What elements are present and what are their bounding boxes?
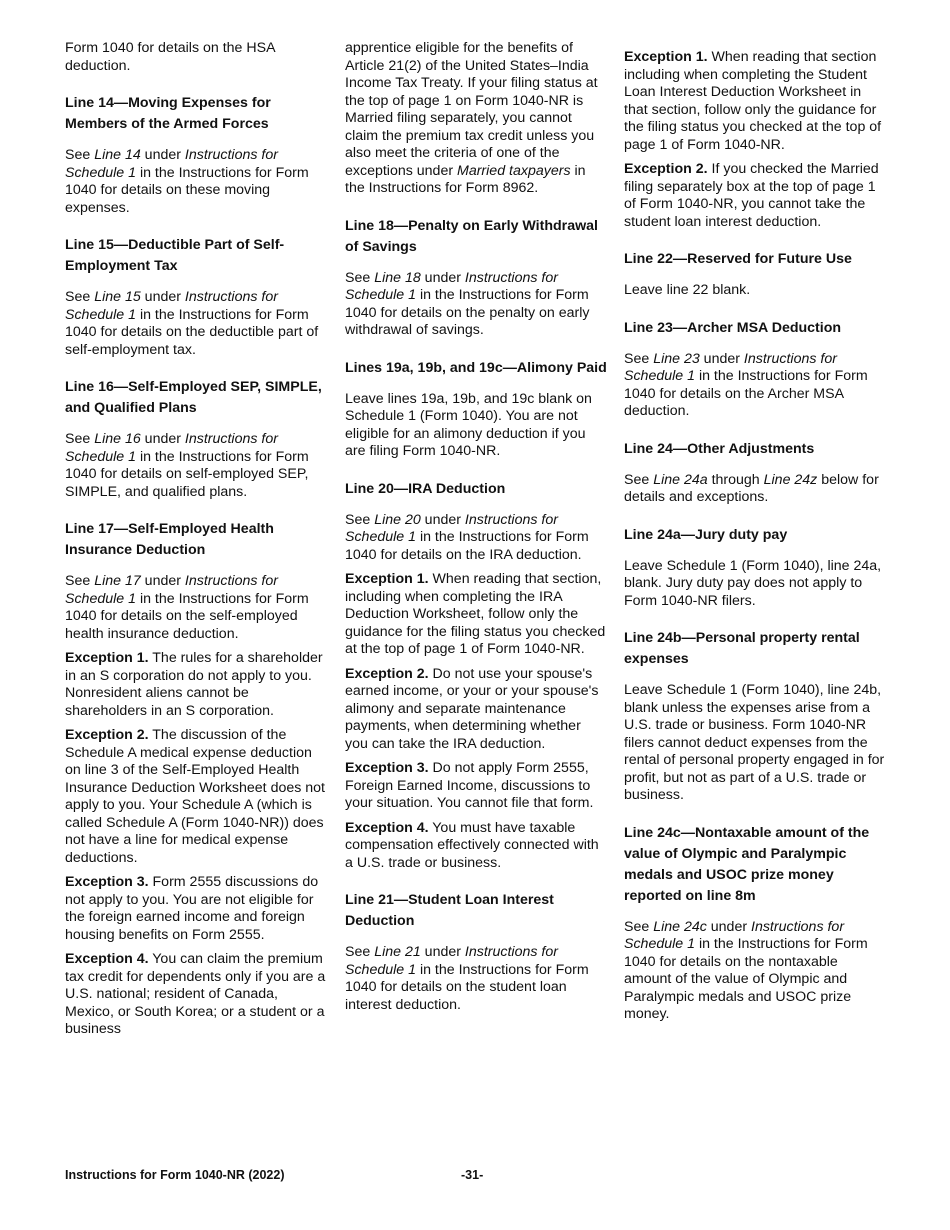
exception-4-line-20: Exception 4. You must have taxable compensation effectively connected with a U.S. trade or business. [345,819,599,871]
exception-1-line-20: Exception 1. When reading that section, including when completing the IRA Deduction Worksheet, follow only the guidance for the filing status you checked at the top of page 1 of Form 1040-NR. [345,571,606,657]
footer-form-title: Instructions for Form 1040-NR (2022) [65,1168,285,1182]
heading-line-21: Line 21—Student Loan Interest Deduction [345,892,554,929]
paragraph-line-23: See Line 23 under Instructions for Schedule 1 in the Instructions for Form 1040 for details on the Archer MSA deduction. [624,350,868,419]
paragraph-line-17: See Line 17 under Instructions for Schedule 1 in the Instructions for Form 1040 for details on the self-employed health insurance deduction. [65,573,309,642]
column-left [65,40,328,1039]
heading-line-23: Line 23—Archer MSA Deduction [624,319,842,336]
exception-2-line-20: Exception 2. Do not use your spouse's earned income, or your or your spouse's alimony and separate maintenance payments, when determining whether you can take the IRA deduction. [345,665,599,752]
exception-3-line-20: Exception 3. Do not apply Form 2555, Foreign Earned Income, discussions to your situation. You cannot file that form. [345,760,594,811]
paragraph-line-24: See Line 24a through Line 24z below for details and exceptions. [624,471,879,505]
heading-line-22: Line 22—Reserved for Future Use [624,251,852,267]
exception-4-line-17: Exception 4. You can claim the premium tax credit for dependents only if you are a U.S. national; resident of Canada, Mexico, or South Korea; or a student or a business [65,951,326,1037]
heading-line-24b: Line 24b—Personal property rental expenses [624,630,860,667]
paragraph-line-24a: Leave Schedule 1 (Form 1040), line 24a, blank. Jury duty pay does not apply to Form 1040-NR filers. [624,557,882,609]
heading-line-16: Line 16—Self-Employed SEP, SIMPLE, and Qualified Plans [65,379,322,416]
heading-line-15: Line 15—Deductible Part of Self-Employment Tax [65,237,285,274]
paragraph-line-16: See Line 16 under Instructions for Schedule 1 in the Instructions for Form 1040 for details on self-employed SEP, SIMPLE, and qualified plans. [65,431,309,500]
exception-4-continuation: apprentice eligible for the benefits of Article 21(2) of the United States–India Income Tax Treaty. If your filing status at the top of page 1 on Form 1040-NR is Married filing separately, you cannot claim the premium tax credit unless you also meet the criteria of one of the exceptions under Married taxpayers in the Instructions for Form 8962. [345,40,598,196]
exception-2-line-21: Exception 2. If you checked the Married filing separately box at the top of page 1 of Form 1040-NR, you cannot take the student loan interest deduction. [624,161,879,230]
paragraph-line-24c: See Line 24c under Instructions for Schedule 1 in the Instructions for Form 1040 for details on the nontaxable amount of the value of Olympic and Paralympic medals and USOC prize money. [624,918,868,1022]
hsa-continuation: Form 1040 for details on the HSA deduction. [65,40,275,74]
heading-line-24a: Line 24a—Jury duty pay [624,526,788,543]
exception-1-line-21: Exception 1. When reading that section including when completing the Student Loan Interest Deduction Worksheet in that section, follow only the guidance for the filing status you checked at the top of page 1 of Form 1040-NR. [624,49,882,153]
paragraph-line-22: Leave line 22 blank. [624,282,751,298]
heading-line-17: Line 17—Self-Employed Health Insurance Deduction [65,521,274,558]
paragraph-line-18: See Line 18 under Instructions for Schedule 1 in the Instructions for Form 1040 for details on the penalty on early withdrawal of savings. [345,269,590,338]
footer-page-number: -31- [461,1168,484,1182]
paragraph-line-21: See Line 21 under Instructions for Schedule 1 in the Instructions for Form 1040 for details on the student loan interest deduction. [345,944,589,1013]
paragraph-lines-19: Leave lines 19a, 19b, and 19c blank on Schedule 1 (Form 1040). You are not eligible for an alimony deduction if you are filing Form 1040-NR. [345,390,592,459]
paragraph-line-15: See Line 15 under Instructions for Schedule 1 in the Instructions for Form 1040 for details on the deductible part of self-employment tax. [65,289,319,358]
paragraph-line-20: See Line 20 under Instructions for Schedule 1 in the Instructions for Form 1040 for details on the IRA deduction. [345,511,589,563]
paragraph-line-24b: Leave Schedule 1 (Form 1040), line 24b, blank unless the expenses arise from a U.S. trade or business. Form 1040-NR filers cannot deduct expenses from the rental of personal property engaged in for profit, but not as part of a U.S. trade or business. [624,682,885,803]
exception-3-line-17: Exception 3. Form 2555 discussions do not apply to you. You are not eligible for the foreign earned income and foreign housing benefits on Form 2555. [65,874,319,943]
paragraph-line-14: See Line 14 under Instructions for Schedule 1 in the Instructions for Form 1040 for details on these moving expenses. [65,147,309,216]
heading-line-24c: Line 24c—Nontaxable amount of the value of Olympic and Paralympic medals and USOC prize money reported on line 8m [624,824,870,904]
heading-lines-19: Lines 19a, 19b, and 19c—Alimony Paid [345,359,607,376]
column-right [624,49,887,1024]
exception-1-line-17: Exception 1. The rules for a shareholder in an S corporation do not apply to you. Nonresident aliens cannot be shareholders in an S corporation. [65,650,323,719]
heading-line-20: Line 20—IRA Deduction [345,480,506,497]
exception-2-line-17: Exception 2. The discussion of the Schedule A medical expense deduction on line 3 of the Self-Employed Health Insurance Deduction Worksheet does not apply to you. Your Schedule A (which is called Schedule A (Form 1040-NR)) does not have a line for medical expense deductions. [65,727,325,866]
column-middle [345,40,607,1014]
heading-line-14: Line 14—Moving Expenses for Members of the Armed Forces [65,95,271,132]
heading-line-18: Line 18—Penalty on Early Withdrawal of Savings [345,217,598,255]
heading-line-24: Line 24—Other Adjustments [624,440,815,457]
